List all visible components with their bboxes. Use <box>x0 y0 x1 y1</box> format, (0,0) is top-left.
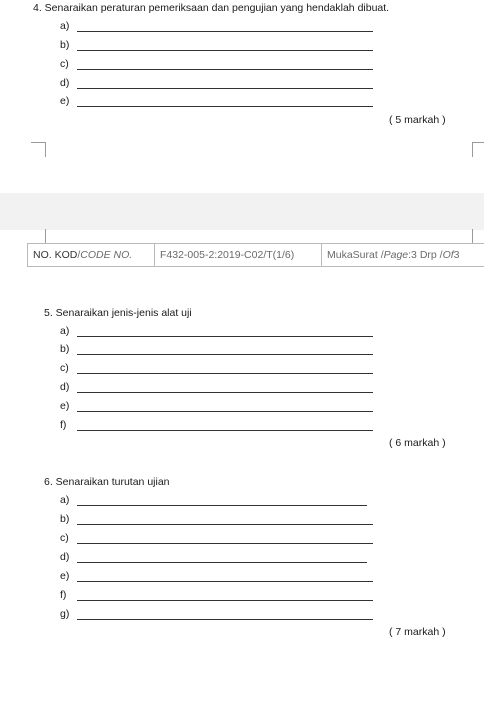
header-of-value: 3 <box>453 249 460 261</box>
q5-option-f-label: f) <box>60 419 67 431</box>
q6-option-g-label: g) <box>60 608 70 620</box>
q5-option-c-label: c) <box>60 362 69 374</box>
q4-option-e-label: e) <box>60 95 70 107</box>
q4-option-a-label: a) <box>60 20 70 32</box>
header-page-cell <box>322 244 484 266</box>
header-page-value: :3 Drp / <box>408 249 443 261</box>
q5-option-b-answer-line[interactable] <box>77 354 373 355</box>
header-code-label: NO. KOD <box>33 249 78 261</box>
page-corner-mark-right-bottom <box>472 229 484 244</box>
q6-option-b-answer-line[interactable] <box>77 524 373 525</box>
q6-option-e-label: e) <box>60 570 70 582</box>
q5-option-a-answer-line[interactable] <box>77 336 373 337</box>
document-header-table <box>27 243 484 267</box>
q5-option-d-answer-line[interactable] <box>77 392 373 393</box>
header-page-label-en: Page <box>383 249 409 261</box>
q6-option-a-answer-line[interactable] <box>77 505 367 506</box>
q6-option-f-answer-line[interactable] <box>77 600 373 601</box>
header-code-label-cell <box>28 244 155 266</box>
q5-option-e-label: e) <box>60 400 70 412</box>
q4-marks: ( 5 markah ) <box>389 114 446 126</box>
q6-option-d-answer-line[interactable] <box>77 562 367 563</box>
page-corner-mark-right <box>472 142 484 157</box>
header-code-separator: / <box>77 249 81 261</box>
header-of-label-en: Of <box>442 249 454 261</box>
q4-option-b-label: b) <box>60 39 70 51</box>
q5-option-b-label: b) <box>60 343 70 355</box>
q6-option-c-answer-line[interactable] <box>77 543 373 544</box>
q6-option-f-label: f) <box>60 589 67 601</box>
q4-option-b-answer-line[interactable] <box>77 50 373 51</box>
q6-option-g-answer-line[interactable] <box>77 619 373 620</box>
page-corner-mark-left-bottom <box>31 229 46 244</box>
q4-option-c-answer-line[interactable] <box>77 69 373 70</box>
question-6-title: 6. Senaraikan turutan ujian <box>44 476 170 488</box>
q5-option-d-label: d) <box>60 381 70 393</box>
question-5-title: 5. Senaraikan jenis-jenis alat uji <box>44 307 192 319</box>
q5-option-f-answer-line[interactable] <box>77 430 373 431</box>
page-break-gap <box>0 193 484 230</box>
q6-option-e-answer-line[interactable] <box>77 581 373 582</box>
q6-marks: ( 7 markah ) <box>389 626 446 638</box>
header-code-value-cell <box>155 244 322 266</box>
q5-option-c-answer-line[interactable] <box>77 373 373 374</box>
q4-option-d-label: d) <box>60 77 70 89</box>
header-code-value: F432-005-2:2019-C02/T(1/6) <box>160 249 295 261</box>
q4-option-a-answer-line[interactable] <box>77 31 373 32</box>
header-page-label: MukaSurat / <box>327 249 384 261</box>
q5-option-a-label: a) <box>60 325 70 337</box>
q5-marks: ( 6 markah ) <box>389 437 446 449</box>
q6-option-b-label: b) <box>60 513 70 525</box>
q4-option-e-answer-line[interactable] <box>77 106 373 107</box>
q6-option-a-label: a) <box>60 494 70 506</box>
q6-option-c-label: c) <box>60 532 69 544</box>
q5-option-e-answer-line[interactable] <box>77 411 373 412</box>
q4-option-d-answer-line[interactable] <box>77 88 373 89</box>
question-4-title: 4. Senaraikan peraturan pemeriksaan dan pengujian yang hendaklah dibuat. <box>33 2 390 14</box>
q4-option-c-label: c) <box>60 58 69 70</box>
q6-option-d-label: d) <box>60 551 70 563</box>
page-corner-mark-left <box>31 142 46 157</box>
header-code-label-en: CODE NO. <box>80 249 133 261</box>
